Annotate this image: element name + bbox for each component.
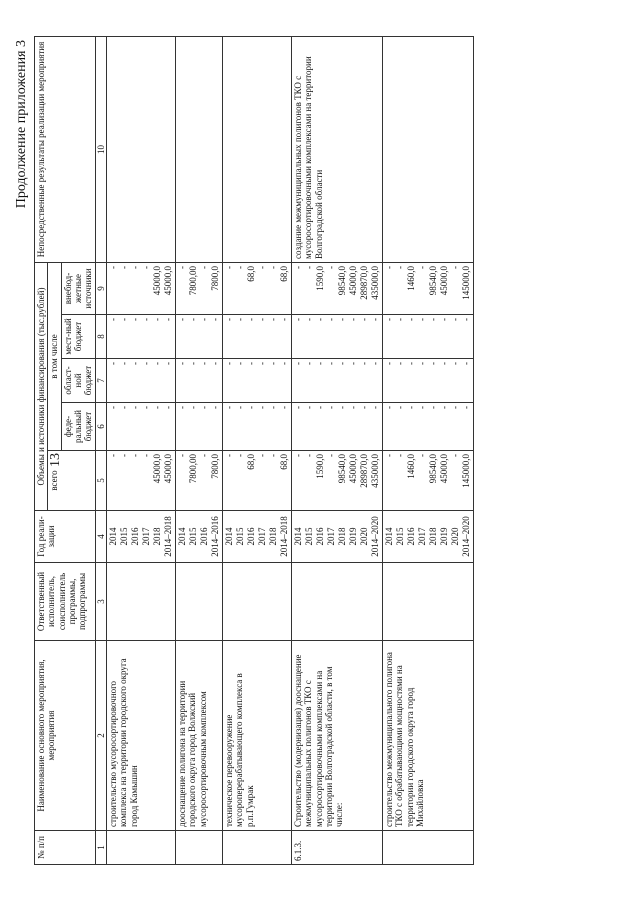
row-num xyxy=(176,831,223,865)
row-federal-value: - xyxy=(348,406,359,409)
row-years xyxy=(223,511,292,563)
row-regional-value: - xyxy=(384,362,395,365)
header-name: Наименование основного мероприятия, мероприятия xyxy=(35,641,96,831)
row-local-value: - xyxy=(359,318,370,321)
row-local-value: - xyxy=(130,318,141,321)
header-year: Год реали-зации xyxy=(35,511,96,563)
row-regional-value: - xyxy=(450,362,461,365)
row-regional-value: - xyxy=(268,362,279,365)
row-years-value: 2015 xyxy=(188,527,199,546)
row-years-value: 2015 xyxy=(304,527,315,546)
row-years-value: 2018 xyxy=(428,527,439,546)
row-result xyxy=(176,36,223,262)
row-federal-value: - xyxy=(304,406,315,409)
row-regional-value: - xyxy=(315,362,326,365)
row-federal-value: - xyxy=(359,406,370,409)
row-total-value: 7800,0 xyxy=(210,454,221,479)
row-regional xyxy=(223,359,292,403)
row-executor xyxy=(107,563,176,641)
row-extra-value: - xyxy=(224,265,235,269)
header-total: всего xyxy=(48,451,95,511)
row-federal-value: - xyxy=(293,406,304,409)
row-total-value: 98540,0 xyxy=(428,454,439,484)
row-years-value: 2014–2018 xyxy=(163,516,174,557)
row-years-value: 2016 xyxy=(199,527,210,546)
row-local-value: - xyxy=(450,318,461,321)
row-years xyxy=(292,511,383,563)
row-total-value: 68,0 xyxy=(246,454,257,470)
row-federal-value: - xyxy=(417,406,428,409)
row-extra xyxy=(223,262,292,314)
row-years-value: 2017 xyxy=(326,527,337,546)
row-extra-value: - xyxy=(293,265,304,269)
row-local-value: - xyxy=(417,318,428,321)
row-regional xyxy=(383,359,474,403)
row-regional-value: - xyxy=(395,362,406,365)
row-extra-value: 7800,0 xyxy=(210,265,221,291)
row-federal-value: - xyxy=(177,406,188,409)
row-regional-value: - xyxy=(163,362,174,365)
row-local-value: - xyxy=(439,318,450,321)
row-extra-value: - xyxy=(395,265,406,269)
header-regional: област-ной бюджет xyxy=(61,359,95,403)
row-federal-value: - xyxy=(337,406,348,409)
row-years-value: 2016 xyxy=(406,527,417,546)
row-federal-value: - xyxy=(210,406,221,409)
row-years-value: 2020 xyxy=(359,527,370,546)
row-federal-value: - xyxy=(395,406,406,409)
row-years-value: 2014 xyxy=(224,527,235,546)
row-total-value: - xyxy=(119,454,130,457)
row-years-value: 2014–2016 xyxy=(210,516,221,557)
header-results: Непосредственные результаты реализации мероприятия xyxy=(35,36,96,262)
row-years-value: 2014–2020 xyxy=(461,516,472,557)
column-number-row xyxy=(95,36,106,864)
row-local xyxy=(107,315,176,359)
row-extra-value: 1460,0 xyxy=(406,265,417,291)
row-num xyxy=(107,831,176,865)
row-extra-value: 7800,00 xyxy=(188,265,199,296)
table-row xyxy=(292,36,383,864)
row-extra-value: 68,0 xyxy=(246,265,257,282)
row-local-value: - xyxy=(337,318,348,321)
row-federal-value: - xyxy=(246,406,257,409)
table-body xyxy=(107,36,474,864)
row-local-value: - xyxy=(152,318,163,321)
row-regional-value: - xyxy=(188,362,199,365)
row-total-value: - xyxy=(417,454,428,457)
row-regional-value: - xyxy=(210,362,221,365)
row-federal-value: - xyxy=(370,406,381,409)
row-years-value: 2017 xyxy=(141,527,152,546)
row-extra-value: 435000,0 xyxy=(370,265,381,300)
row-local xyxy=(292,315,383,359)
row-num xyxy=(223,831,292,865)
row-extra xyxy=(176,262,223,314)
row-local-value: - xyxy=(348,318,359,321)
row-extra-value: - xyxy=(268,265,279,269)
row-local xyxy=(383,315,474,359)
row-local-value: - xyxy=(406,318,417,321)
row-years-value: 2019 xyxy=(439,527,450,546)
row-years-value: 2014–2018 xyxy=(279,516,290,557)
row-total-value: - xyxy=(199,454,210,457)
row-extra-value: - xyxy=(235,265,246,269)
row-regional-value: - xyxy=(246,362,257,365)
row-federal-value: - xyxy=(224,406,235,409)
row-years-value: 2018 xyxy=(268,527,279,546)
row-total-value: - xyxy=(141,454,152,457)
row-federal xyxy=(107,403,176,451)
row-local-value: - xyxy=(370,318,381,321)
row-name: Строительство (модернизация) дооснащение межмуниципальных полигонов ТКО с мусоросортировочными комплексами на территории Волгоградской области, в том числе: xyxy=(292,641,383,831)
row-result xyxy=(383,36,474,262)
row-extra-value: - xyxy=(304,265,315,269)
row-years-value: 2014 xyxy=(293,527,304,546)
colnum: 10 xyxy=(95,36,106,262)
row-extra-value: - xyxy=(119,265,130,269)
row-total-value: - xyxy=(384,454,395,457)
row-regional-value: - xyxy=(370,362,381,365)
row-total-value: - xyxy=(235,454,246,457)
row-federal xyxy=(176,403,223,451)
row-local-value: - xyxy=(395,318,406,321)
row-years-value: 2016 xyxy=(130,527,141,546)
row-num: 6.1.3. xyxy=(292,831,383,865)
row-extra-value: - xyxy=(141,265,152,269)
row-executor xyxy=(176,563,223,641)
row-extra-value: 45000,0 xyxy=(439,265,450,296)
row-local-value: - xyxy=(141,318,152,321)
colnum: 7 xyxy=(95,359,106,403)
row-years-value: 2014–2020 xyxy=(370,516,381,557)
row-total-value: - xyxy=(130,454,141,457)
row-regional-value: - xyxy=(257,362,268,365)
row-regional-value: - xyxy=(152,362,163,365)
row-local-value: - xyxy=(119,318,130,321)
row-total-value: 45000,0 xyxy=(439,454,450,484)
row-federal xyxy=(223,403,292,451)
colnum: 5 xyxy=(95,451,106,511)
row-regional xyxy=(107,359,176,403)
row-regional-value: - xyxy=(177,362,188,365)
row-result xyxy=(223,36,292,262)
row-federal-value: - xyxy=(428,406,439,409)
row-total xyxy=(176,451,223,511)
row-total xyxy=(383,451,474,511)
row-years-value: 2019 xyxy=(348,527,359,546)
row-years xyxy=(383,511,474,563)
row-total-value: - xyxy=(326,454,337,457)
row-local-value: - xyxy=(224,318,235,321)
row-local-value: - xyxy=(199,318,210,321)
row-total-value: 98540,0 xyxy=(337,454,348,484)
row-result: создание межмуниципальных полигонов ТКО с мусоросортировочными комплексами на территории Волгоградской области xyxy=(292,36,383,262)
row-regional-value: - xyxy=(406,362,417,365)
colnum: 4 xyxy=(95,511,106,563)
row-federal-value: - xyxy=(141,406,152,409)
row-local-value: - xyxy=(210,318,221,321)
row-years-value: 2014 xyxy=(384,527,395,546)
row-federal-value: - xyxy=(461,406,472,409)
row-local-value: - xyxy=(279,318,290,321)
colnum: 6 xyxy=(95,403,106,451)
row-total-value: - xyxy=(177,454,188,457)
colnum: 2 xyxy=(95,641,106,831)
row-local-value: - xyxy=(293,318,304,321)
row-federal-value: - xyxy=(326,406,337,409)
row-years-value: 2016 xyxy=(246,527,257,546)
row-regional-value: - xyxy=(348,362,359,365)
row-extra-value: - xyxy=(177,265,188,269)
row-extra-value: 289870,0 xyxy=(359,265,370,300)
row-regional-value: - xyxy=(130,362,141,365)
row-executor xyxy=(383,563,474,641)
row-years-value: 2018 xyxy=(337,527,348,546)
row-local-value: - xyxy=(268,318,279,321)
row-extra-value: 98540,0 xyxy=(428,265,439,296)
row-extra-value: 45000,0 xyxy=(152,265,163,296)
row-extra-value: 45000,0 xyxy=(348,265,359,296)
row-regional-value: - xyxy=(293,362,304,365)
row-regional-value: - xyxy=(417,362,428,365)
row-executor xyxy=(292,563,383,641)
header-num: № п/п xyxy=(35,831,96,865)
row-local xyxy=(223,315,292,359)
row-extra-value: - xyxy=(417,265,428,269)
row-total xyxy=(107,451,176,511)
colnum: 9 xyxy=(95,262,106,314)
funding-table xyxy=(34,36,474,865)
row-total-value: 45000,0 xyxy=(152,454,163,484)
row-federal xyxy=(292,403,383,451)
row-local-value: - xyxy=(461,318,472,321)
row-local-value: - xyxy=(108,318,119,321)
row-federal-value: - xyxy=(188,406,199,409)
row-extra-value: - xyxy=(130,265,141,269)
row-total-value: - xyxy=(395,454,406,457)
row-federal-value: - xyxy=(268,406,279,409)
row-total-value: 1460,0 xyxy=(406,454,417,479)
row-extra xyxy=(292,262,383,314)
row-regional-value: - xyxy=(304,362,315,365)
row-federal-value: - xyxy=(130,406,141,409)
supplement-title: Продолжение приложения 3 xyxy=(14,40,29,209)
row-federal-value: - xyxy=(315,406,326,409)
row-federal-value: - xyxy=(384,406,395,409)
row-years-value: 2015 xyxy=(235,527,246,546)
row-executor xyxy=(223,563,292,641)
row-federal-value: - xyxy=(108,406,119,409)
row-regional-value: - xyxy=(439,362,450,365)
row-total-value: 435000,0 xyxy=(370,454,381,488)
row-years-value: 2014 xyxy=(177,527,188,546)
row-federal-value: - xyxy=(163,406,174,409)
table-row xyxy=(107,36,176,864)
row-name: строительство межмуниципального полигона ТКО с обрабатывающими мощностями на территории городского округа город Михайловка xyxy=(383,641,474,831)
row-total-value: - xyxy=(450,454,461,457)
row-extra-value: - xyxy=(450,265,461,269)
row-total-value: 7800,00 xyxy=(188,454,199,484)
row-federal-value: - xyxy=(235,406,246,409)
row-total-value: - xyxy=(304,454,315,457)
row-regional-value: - xyxy=(359,362,370,365)
row-federal-value: - xyxy=(279,406,290,409)
row-extra xyxy=(383,262,474,314)
row-federal-value: - xyxy=(439,406,450,409)
row-years-value: 2016 xyxy=(315,527,326,546)
row-local-value: - xyxy=(257,318,268,321)
row-total-value: 68,0 xyxy=(279,454,290,470)
row-local-value: - xyxy=(163,318,174,321)
row-regional xyxy=(292,359,383,403)
row-total-value: 45000,0 xyxy=(163,454,174,484)
row-total-value: - xyxy=(293,454,304,457)
header-local: мест-ный бюджет xyxy=(61,315,95,359)
colnum: 1 xyxy=(95,831,106,865)
row-years-value: 2015 xyxy=(395,527,406,546)
row-total-value: 145000,0 xyxy=(461,454,472,488)
row-regional-value: - xyxy=(119,362,130,365)
row-total xyxy=(223,451,292,511)
row-regional-value: - xyxy=(224,362,235,365)
row-total-value: - xyxy=(257,454,268,457)
row-regional-value: - xyxy=(235,362,246,365)
row-result xyxy=(107,36,176,262)
row-local-value: - xyxy=(235,318,246,321)
row-federal-value: - xyxy=(199,406,210,409)
row-name: строительство мусоросортировочного комплекса на территории городского округа город Камышин xyxy=(107,641,176,831)
row-local xyxy=(176,315,223,359)
row-total-value: - xyxy=(108,454,119,457)
row-extra-value: 145000,0 xyxy=(461,265,472,300)
row-years-value: 2014 xyxy=(108,527,119,546)
row-regional-value: - xyxy=(108,362,119,365)
row-regional-value: - xyxy=(428,362,439,365)
row-federal-value: - xyxy=(257,406,268,409)
row-local-value: - xyxy=(428,318,439,321)
row-regional-value: - xyxy=(199,362,210,365)
row-years-value: 2020 xyxy=(450,527,461,546)
row-extra-value: 1590,0 xyxy=(315,265,326,291)
row-total-value: 289870,0 xyxy=(359,454,370,488)
row-federal-value: - xyxy=(450,406,461,409)
row-years xyxy=(176,511,223,563)
table-row xyxy=(223,36,292,864)
header-executor: Ответственный исполнитель, соисполнитель программы, подпрограммы xyxy=(35,563,96,641)
row-years-value: 2015 xyxy=(119,527,130,546)
row-total-value: 1590,0 xyxy=(315,454,326,479)
row-num xyxy=(383,831,474,865)
row-local-value: - xyxy=(188,318,199,321)
row-extra-value: - xyxy=(384,265,395,269)
row-local-value: - xyxy=(326,318,337,321)
row-total-value: 45000,0 xyxy=(348,454,359,484)
row-years-value: 2017 xyxy=(257,527,268,546)
row-total-value: - xyxy=(268,454,279,457)
row-extra-value: 45000,0 xyxy=(163,265,174,296)
row-years-value: 2017 xyxy=(417,527,428,546)
row-regional-value: - xyxy=(279,362,290,365)
row-total-value: - xyxy=(224,454,235,457)
row-extra-value: - xyxy=(108,265,119,269)
colnum: 8 xyxy=(95,315,106,359)
header-funding: Объемы и источники финансирования (тыс.рублей) xyxy=(35,262,48,510)
row-extra xyxy=(107,262,176,314)
header-federal: феде-ральный бюджет xyxy=(61,403,95,451)
row-federal xyxy=(383,403,474,451)
row-local-value: - xyxy=(246,318,257,321)
row-years-value: 2018 xyxy=(152,527,163,546)
row-regional-value: - xyxy=(337,362,348,365)
row-regional-value: - xyxy=(326,362,337,365)
table-row xyxy=(383,36,474,864)
row-federal-value: - xyxy=(406,406,417,409)
row-regional xyxy=(176,359,223,403)
row-name: дооснащение полигона на территории городского округа город Волжский мусоросортировочным комплексом xyxy=(176,641,223,831)
row-federal-value: - xyxy=(119,406,130,409)
row-local-value: - xyxy=(304,318,315,321)
colnum: 3 xyxy=(95,563,106,641)
row-extra-value: 98540,0 xyxy=(337,265,348,296)
row-extra-value: 68,0 xyxy=(279,265,290,282)
header-incl: в том числе xyxy=(48,262,61,450)
row-regional-value: - xyxy=(461,362,472,365)
row-regional-value: - xyxy=(141,362,152,365)
page-number: 13 xyxy=(48,453,63,467)
row-local-value: - xyxy=(177,318,188,321)
table-row xyxy=(176,36,223,864)
row-extra-value: - xyxy=(257,265,268,269)
row-extra-value: - xyxy=(326,265,337,269)
row-local-value: - xyxy=(315,318,326,321)
row-name: техническое перевооружение мусороперерабатывающего комплекса в р.п.Гумрак xyxy=(223,641,292,831)
row-extra-value: - xyxy=(199,265,210,269)
row-years xyxy=(107,511,176,563)
row-local-value: - xyxy=(384,318,395,321)
row-total xyxy=(292,451,383,511)
header-extra: внебюд-жетные источники xyxy=(61,262,95,314)
row-federal-value: - xyxy=(152,406,163,409)
